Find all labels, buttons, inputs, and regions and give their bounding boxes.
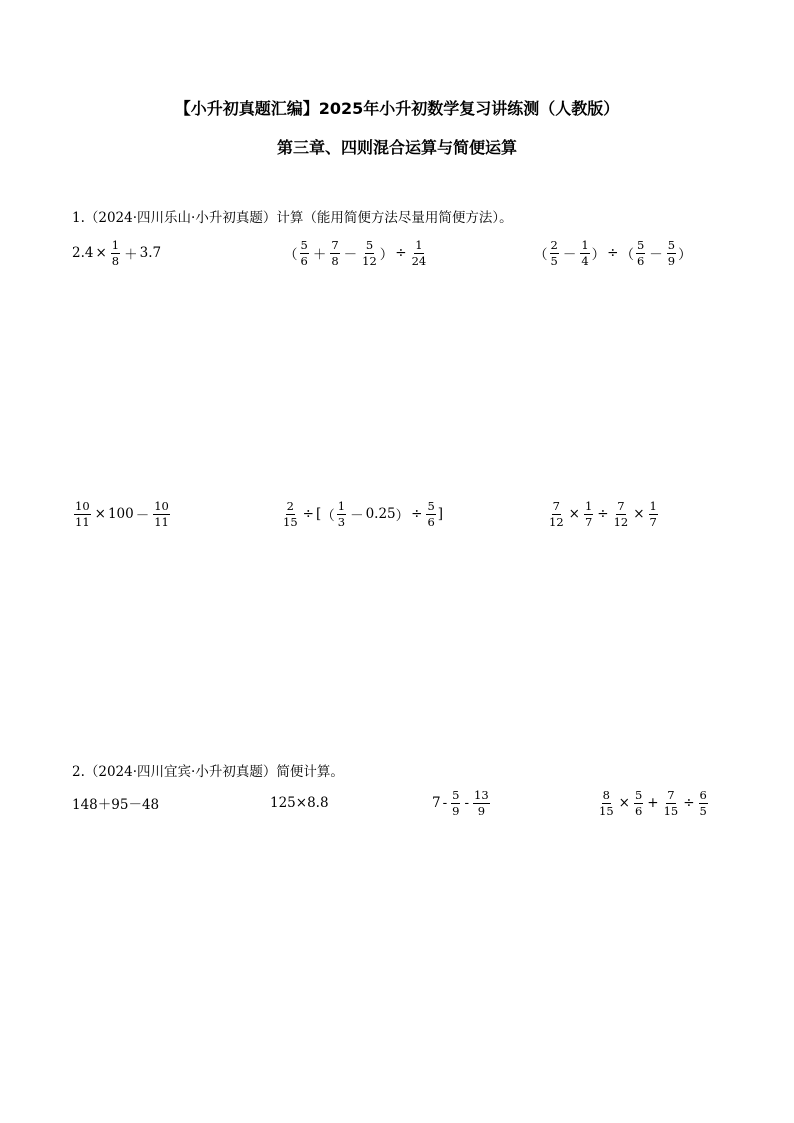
left-paren: （ — [534, 247, 548, 263]
fraction: $\frac{2}{15}$ — [283, 498, 298, 529]
number: 2.4 — [72, 245, 94, 261]
number: 0.25 — [365, 506, 396, 522]
divide-sign: ÷ — [597, 506, 609, 522]
fraction: $\frac{7}{8}$ — [331, 237, 339, 268]
multiply-sign: × — [618, 795, 630, 811]
fraction: $\frac{6}{5}$ — [699, 787, 707, 818]
q1-expression-2 — [284, 233, 429, 273]
divide-sign: ÷ — [607, 245, 619, 261]
fraction: $\frac{5}{6}$ — [300, 237, 308, 268]
fraction: $\frac{5}{6}$ — [634, 787, 643, 818]
fraction: $\frac{8}{15}$ — [599, 787, 614, 818]
worksheet-title: 【小升初真题汇编】2025年小升初数学复习讲练测（人教版） — [174, 99, 620, 118]
question-1-stem: 1.（2024·四川乐山·小升初真题）计算（能用简便方法尽量用简便方法）。 — [72, 210, 513, 226]
fraction: $\frac{1}{7}$ — [649, 498, 657, 529]
q2-expression-3 — [432, 783, 492, 823]
multiply-sign: × — [633, 506, 645, 522]
minus-sign: － — [649, 247, 663, 263]
q2-expression-4 — [596, 783, 710, 823]
fraction: $\frac{10}{11}$ — [154, 498, 169, 529]
fraction: $\frac{7}{12}$ — [549, 498, 564, 529]
q1-expression-3 — [534, 233, 692, 273]
divide-sign: ÷ — [411, 506, 423, 522]
fraction: $\frac{1}{7}$ — [584, 498, 593, 529]
chapter-title: 第三章、四则混合运算与简便运算 — [276, 138, 517, 157]
fraction: $\frac{10}{11}$ — [75, 498, 90, 529]
fraction: $\frac{7}{15}$ — [663, 787, 679, 818]
number: 3.7 — [139, 245, 162, 261]
fraction: $\frac{5}{6}$ — [636, 237, 645, 268]
fraction: $\frac{1}{4}$ — [581, 237, 589, 268]
minus-sign: － — [350, 508, 364, 524]
multiply-sign: × — [568, 506, 580, 522]
fraction: $\frac{5}{9}$ — [452, 787, 460, 818]
left-paren: （ — [321, 508, 335, 524]
fraction: $\frac{5}{9}$ — [667, 237, 676, 268]
fraction: $\frac{1}{3}$ — [337, 498, 346, 529]
q2-expression-2 — [270, 783, 329, 823]
number: 7 — [432, 795, 441, 811]
question-2-stem: 2.（2024·四川宜宾·小升初真题）简便计算。 — [72, 764, 344, 780]
fraction: $\frac{1}{24}$ — [411, 237, 427, 268]
expression-text: 148＋95－48 — [72, 797, 160, 813]
divide-sign: ÷ — [683, 795, 695, 811]
q1-expression-6 — [546, 494, 660, 534]
minus-sign: － — [562, 247, 577, 263]
q2-expression-1 — [72, 783, 159, 823]
right-paren: ） — [395, 508, 410, 524]
multiply-sign: × — [95, 245, 107, 261]
left-paren: （ — [284, 247, 298, 263]
divide-sign: ÷ — [302, 506, 314, 522]
fraction: $\frac{1}{8}$ — [111, 237, 120, 268]
minus-sign: － — [135, 508, 150, 524]
right-paren: ） — [678, 247, 692, 263]
minus-sign: - — [442, 795, 448, 811]
right-paren: ） — [379, 247, 394, 263]
fraction: $\frac{2}{5}$ — [550, 237, 558, 268]
plus-sign: ＋ — [312, 247, 327, 263]
multiply-sign: × — [94, 506, 106, 522]
left-bracket: [ — [315, 506, 322, 522]
left-paren: （ — [620, 247, 634, 263]
fraction: $\frac{5}{6}$ — [427, 498, 435, 529]
fraction: $\frac{13}{9}$ — [474, 787, 489, 818]
plus-sign: ＋ — [124, 247, 138, 263]
q1-expression-1 — [72, 233, 161, 273]
fraction: $\frac{5}{12}$ — [362, 237, 377, 268]
minus-sign: － — [343, 247, 358, 263]
plus-sign: + — [647, 795, 659, 811]
number: 100 — [107, 506, 134, 522]
expression-text: 125×8.8 — [270, 795, 329, 811]
divide-sign: ÷ — [395, 245, 407, 261]
minus-sign: - — [464, 795, 470, 811]
q1-expression-4 — [72, 494, 172, 534]
right-bracket: ] — [437, 506, 444, 522]
right-paren: ） — [591, 247, 606, 263]
fraction: $\frac{7}{12}$ — [613, 498, 629, 529]
q1-expression-5 — [280, 494, 443, 534]
